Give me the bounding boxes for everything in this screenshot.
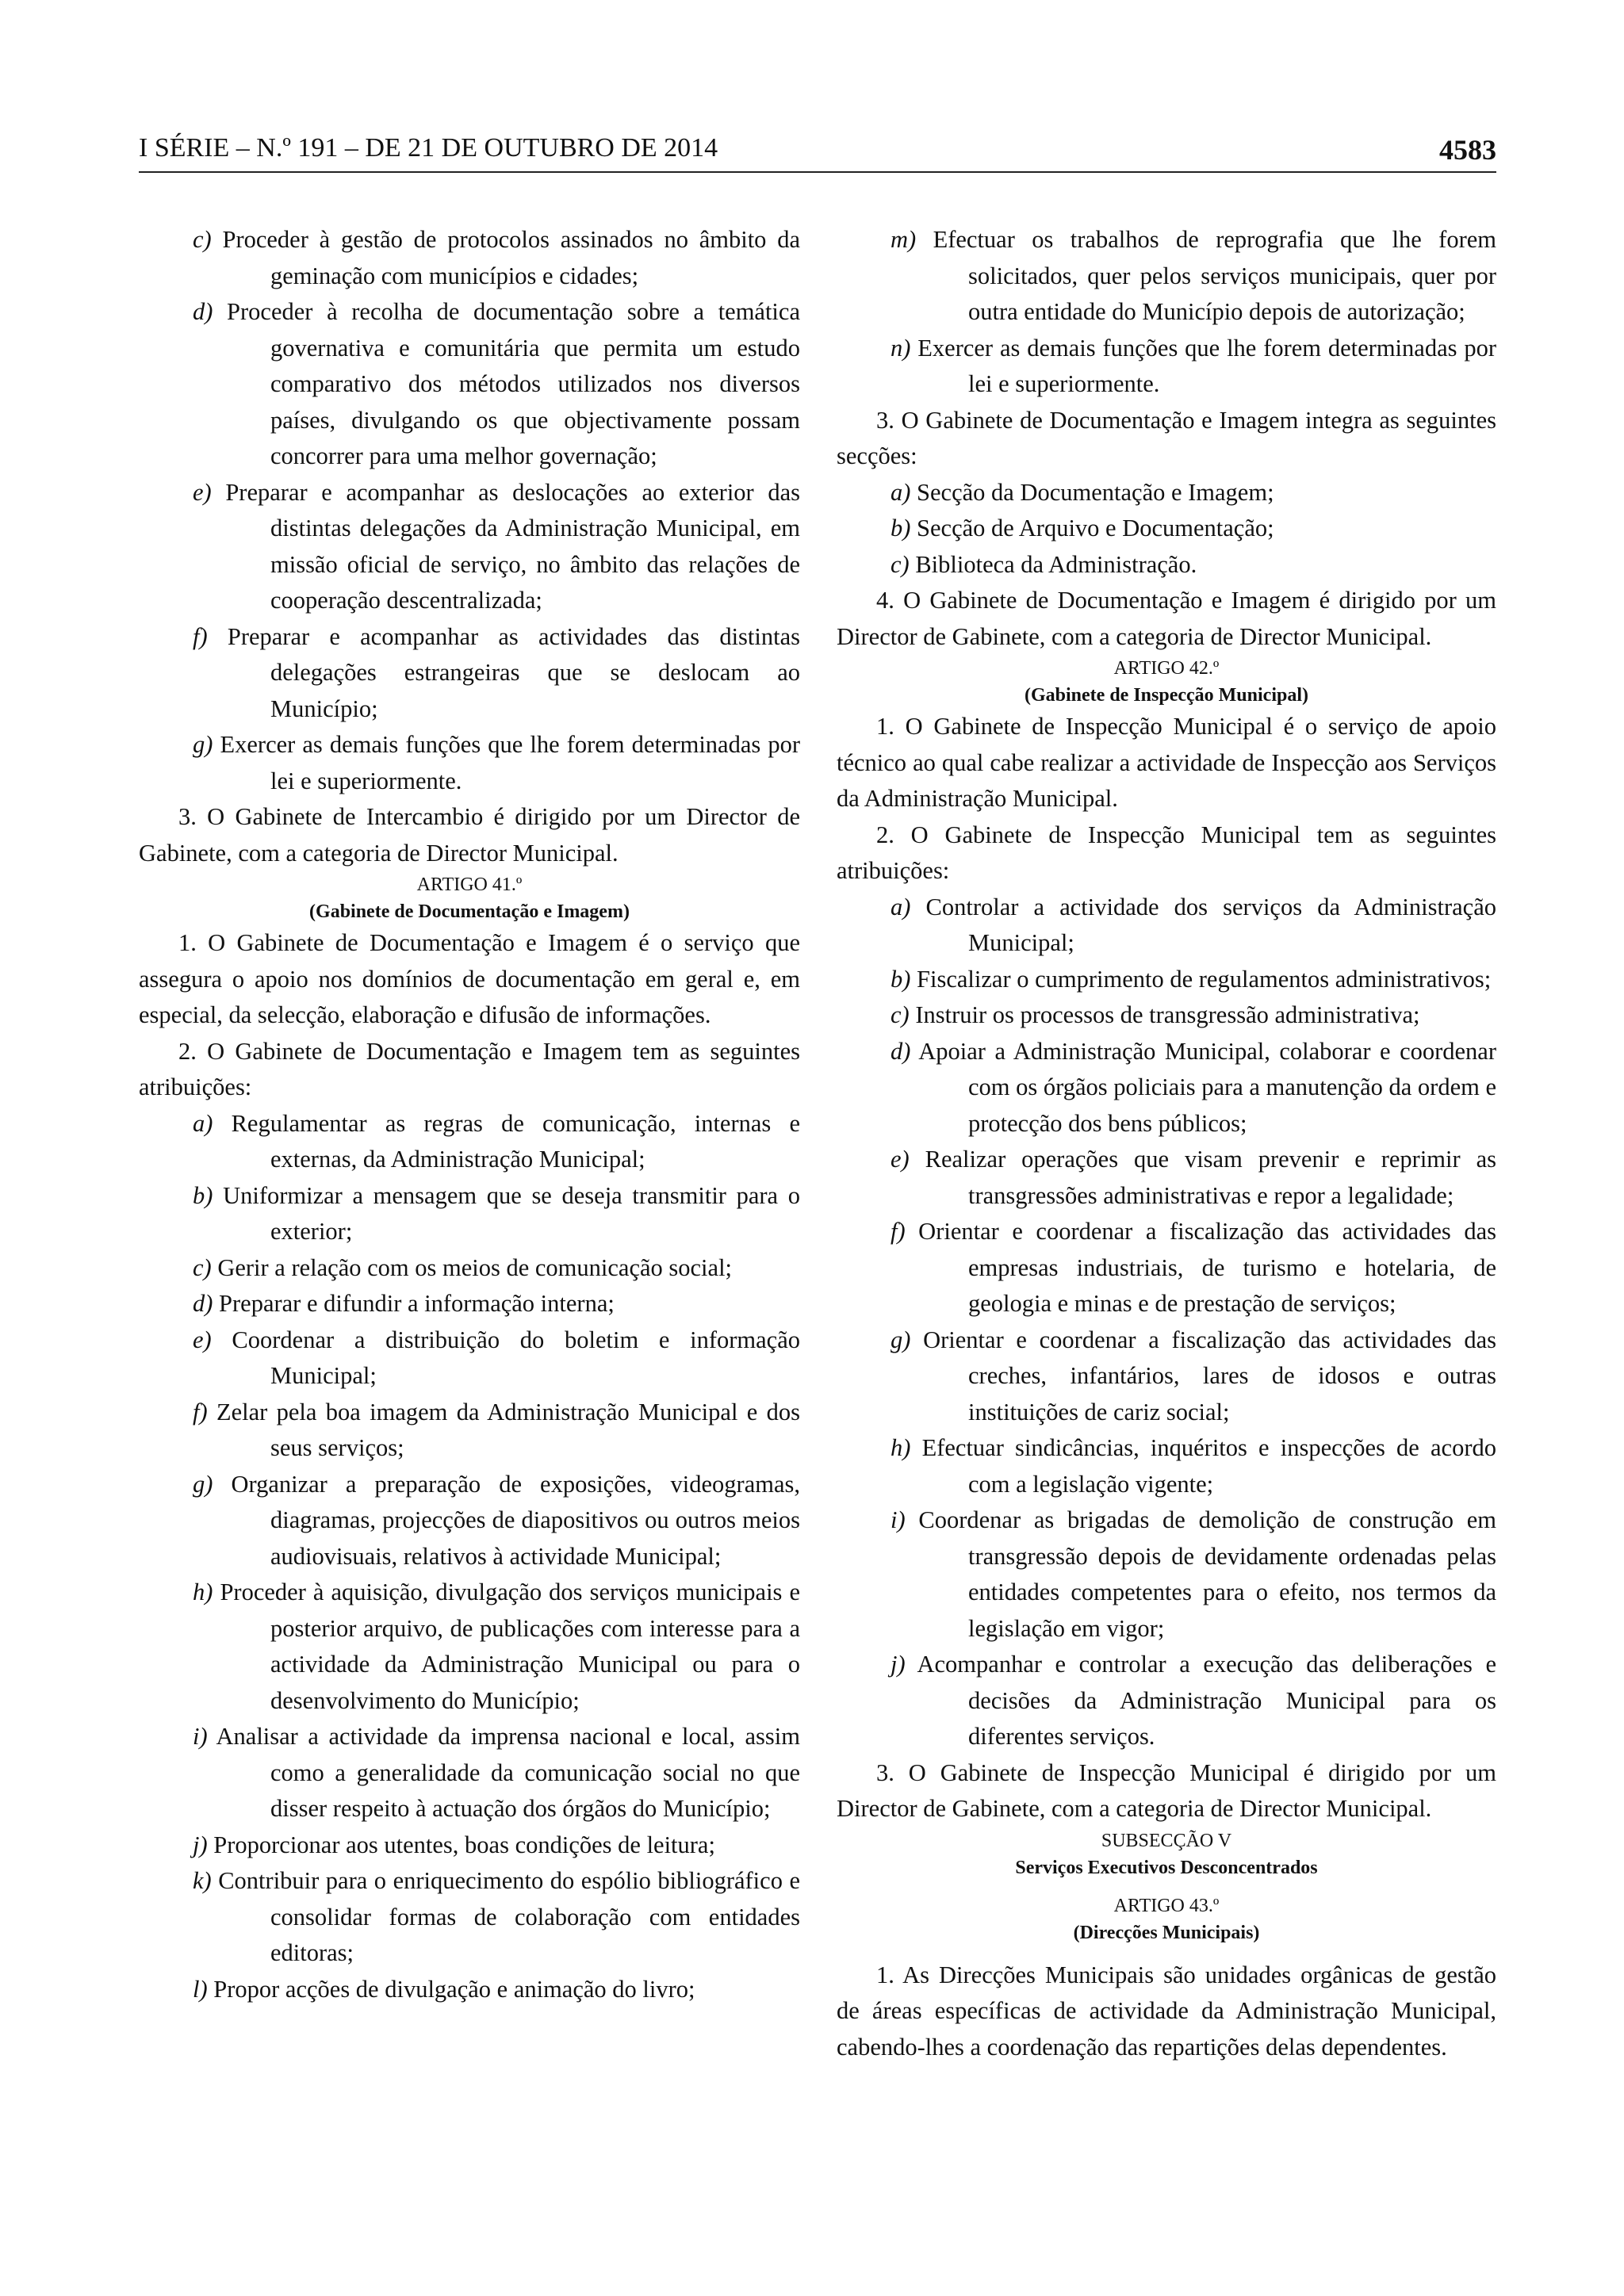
list-marker: j) xyxy=(891,1651,906,1678)
list-text: Efectuar os trabalhos de reprografia que lhe forem solicitados, quer pelos serviços municipais, quer por outra entidade do Município depois de autorização; xyxy=(916,226,1496,325)
list-text: Secção da Documentação e Imagem; xyxy=(910,478,1274,506)
spacer xyxy=(837,1881,1496,1892)
article-heading: ARTIGO 41.º xyxy=(416,874,523,895)
list-item xyxy=(837,1214,1496,1322)
page-number: 4583 xyxy=(1439,134,1496,166)
list-marker: e) xyxy=(891,1146,910,1173)
list-item xyxy=(139,475,800,619)
list-item xyxy=(139,222,800,294)
list-marker: e) xyxy=(193,1326,212,1353)
list-marker: j) xyxy=(193,1831,208,1858)
list-text: Realizar operações que visam prevenir e reprimir as transgressões administrativas e repor a legalidade; xyxy=(909,1146,1496,1209)
list-text: Gerir a relação com os meios de comunicação social; xyxy=(211,1253,733,1281)
list-item xyxy=(139,294,800,475)
list-marker: c) xyxy=(891,1001,910,1028)
list-item xyxy=(837,547,1496,584)
list-item xyxy=(139,1972,800,2008)
list-marker: g) xyxy=(193,731,213,758)
article-subtitle: (Gabinete de Inspecção Municipal) xyxy=(1025,685,1308,706)
list-item xyxy=(139,1395,800,1467)
list-text: Propor acções de divulgação e animação do livro; xyxy=(207,1975,695,2003)
list-text: Orientar e coordenar a fiscalização das actividades das empresas industriais, de turismo e hotelaria, de geologia e minas e de prestação de serviços; xyxy=(905,1218,1496,1317)
article-subtitle: (Gabinete de Documentação e Imagem) xyxy=(309,901,630,922)
list-item xyxy=(139,1863,800,1972)
list-item xyxy=(837,1034,1496,1142)
list-text: Exercer as demais funções que lhe forem determinadas por lei e superiormente. xyxy=(910,334,1496,397)
list-marker: n) xyxy=(891,334,911,362)
list-text: Acompanhar e controlar a execução das deliberações e decisões da Administração Municipal para os diferentes serviços. xyxy=(905,1651,1496,1750)
list-text: Coordenar a distribuição do boletim e informação Municipal; xyxy=(211,1326,800,1389)
list-marker: b) xyxy=(891,515,911,541)
series-title: I SÉRIE – N.º 191 – DE 21 DE OUTUBRO DE 2014 xyxy=(139,133,718,163)
list-text: Preparar e acompanhar as actividades das distintas delegações estrangeiras que se deslocam ao Município; xyxy=(207,622,800,722)
list-text: Zelar pela boa imagem da Administração Municipal e dos seus serviços; xyxy=(207,1398,800,1461)
list-text: Regulamentar as regras de comunicação, internas e externas, da Administração Municipal; xyxy=(213,1109,800,1173)
list-marker: i) xyxy=(193,1723,208,1750)
paragraph: 2. O Gabinete de Inspecção Municipal tem as seguintes atribuições: xyxy=(837,821,1496,884)
list-item xyxy=(139,619,800,728)
list-marker: h) xyxy=(891,1434,911,1461)
left-column xyxy=(139,222,800,2007)
list-marker: a) xyxy=(891,478,911,506)
list-marker: d) xyxy=(193,298,213,325)
list-marker: h) xyxy=(193,1578,213,1605)
list-item xyxy=(837,222,1496,331)
list-text: Proporcionar aos utentes, boas condições de leitura; xyxy=(207,1831,715,1858)
list-text: Preparar e acompanhar as deslocações ao exterior das distintas delegações da Administração Municipal, em missão oficial de serviço, no âmbito das relações de cooperação descentralizada; xyxy=(211,478,800,614)
list-item xyxy=(139,1178,800,1250)
list-item xyxy=(139,727,800,799)
article-heading: ARTIGO 43.º xyxy=(1113,1895,1220,1916)
list-text: Secção de Arquivo e Documentação; xyxy=(910,515,1274,541)
list-marker: a) xyxy=(891,893,911,920)
list-marker: c) xyxy=(891,550,910,578)
list-marker: f) xyxy=(193,622,208,650)
list-item xyxy=(837,962,1496,998)
list-marker: c) xyxy=(193,1253,212,1281)
list-item xyxy=(837,1502,1496,1647)
list-marker: d) xyxy=(891,1037,911,1065)
list-text: Preparar e difundir a informação interna; xyxy=(213,1290,615,1317)
list-item xyxy=(139,1322,800,1395)
list-item xyxy=(139,1250,800,1287)
article-subtitle: (Direcções Municipais) xyxy=(1073,1922,1260,1943)
list-item xyxy=(139,1575,800,1719)
list-text: Uniformizar a mensagem que se deseja transmitir para o exterior; xyxy=(213,1181,800,1245)
list-item xyxy=(837,1142,1496,1214)
list-item xyxy=(837,890,1496,962)
list-marker: b) xyxy=(193,1181,213,1209)
paragraph: 3. O Gabinete de Inspecção Municipal é dirigido por um Director de Gabinete, com a categoria de Director Municipal. xyxy=(837,1758,1496,1822)
list-item xyxy=(837,1647,1496,1755)
article-heading: SUBSECÇÃO V xyxy=(1101,1830,1232,1851)
page-header xyxy=(139,133,1496,174)
list-marker: f) xyxy=(193,1398,208,1425)
list-marker: f) xyxy=(891,1218,906,1245)
list-item xyxy=(139,1467,800,1575)
header-rule xyxy=(139,171,1496,173)
paragraph: 3. O Gabinete de Documentação e Imagem integra as seguintes secções: xyxy=(837,406,1496,469)
list-marker: e) xyxy=(193,478,212,506)
list-text: Orientar e coordenar a fiscalização das actividades das creches, infantários, lares de idosos e outras instituições de cariz social; xyxy=(910,1326,1496,1425)
list-marker: l) xyxy=(193,1975,208,2003)
list-item xyxy=(139,1286,800,1322)
list-text: Analisar a actividade da imprensa nacional e local, assim como a generalidade da comunicação social no que disser respeito à actuação dos órgãos do Município; xyxy=(207,1723,800,1822)
list-text: Efectuar sindicâncias, inquéritos e inspecções de acordo com a legislação vigente; xyxy=(910,1434,1496,1498)
list-item xyxy=(837,997,1496,1034)
list-item xyxy=(139,1106,800,1178)
paragraph: 1. O Gabinete de Inspecção Municipal é o serviço de apoio técnico ao qual cabe realizar a actividade de Inspecção aos Serviços da Administração Municipal. xyxy=(837,713,1496,812)
list-text: Biblioteca da Administração. xyxy=(909,550,1197,578)
list-item xyxy=(837,1430,1496,1502)
list-item xyxy=(139,1719,800,1827)
article-heading: ARTIGO 42.º xyxy=(1113,658,1220,679)
list-item xyxy=(139,1827,800,1864)
list-item xyxy=(837,475,1496,511)
paragraph: 4. O Gabinete de Documentação e Imagem é dirigido por um Director de Gabinete, com a categoria de Director Municipal. xyxy=(837,587,1496,650)
list-marker: c) xyxy=(193,226,212,253)
list-item xyxy=(837,1322,1496,1431)
list-marker: m) xyxy=(891,226,917,253)
list-text: Fiscalizar o cumprimento de regulamentos administrativos; xyxy=(910,965,1492,993)
list-item xyxy=(837,511,1496,547)
list-text: Proceder à recolha de documentação sobre a temática governativa e comunitária que permita um estudo comparativo dos métodos utilizados nos diversos países, divulgando os que objectivamente possam concorrer para uma melhor governação; xyxy=(213,298,800,469)
list-text: Proceder à aquisição, divulgação dos serviços municipais e posterior arquivo, de publicações com interesse para a actividade da Administração Municipal ou para o desenvolvimento do Município; xyxy=(213,1578,800,1714)
list-marker: i) xyxy=(891,1506,906,1533)
list-item xyxy=(837,331,1496,403)
list-marker: g) xyxy=(193,1470,213,1498)
list-marker: a) xyxy=(193,1109,213,1137)
list-text: Proceder à gestão de protocolos assinados no âmbito da geminação com municípios e cidades; xyxy=(211,226,800,289)
list-text: Apoiar a Administração Municipal, colaborar e coordenar com os órgãos policiais para a manutenção da ordem e protecção dos bens públicos; xyxy=(910,1037,1496,1137)
paragraph: 1. As Direcções Municipais são unidades orgânicas de gestão de áreas específicas de actividade da Administração Municipal, cabendo-lhes a coordenação das repartições delas dependentes. xyxy=(837,1961,1496,2061)
list-text: Instruir os processos de transgressão administrativa; xyxy=(909,1001,1420,1028)
list-text: Controlar a actividade dos serviços da Administração Municipal; xyxy=(910,893,1496,956)
paragraph: 1. O Gabinete de Documentação e Imagem é o serviço que assegura o apoio nos domínios de documentação em geral e, em especial, da selecção, elaboração e difusão de informações. xyxy=(139,929,800,1028)
list-marker: d) xyxy=(193,1290,213,1317)
paragraph: 3. O Gabinete de Intercambio é dirigido por um Director de Gabinete, com a categoria de Director Municipal. xyxy=(139,803,800,867)
list-marker: b) xyxy=(891,965,911,993)
list-marker: g) xyxy=(891,1326,911,1353)
article-subtitle: Serviços Executivos Desconcentrados xyxy=(1015,1857,1318,1878)
list-text: Organizar a preparação de exposições, videogramas, diagramas, projecções de diapositivos ou outros meios audiovisuais, relativos à actividade Municipal; xyxy=(213,1470,800,1570)
list-text: Exercer as demais funções que lhe forem determinadas por lei e superiormente. xyxy=(213,731,800,794)
paragraph: 2. O Gabinete de Documentação e Imagem tem as seguintes atribuições: xyxy=(139,1037,800,1100)
list-text: Contribuir para o enriquecimento do espólio bibliográfico e consolidar formas de colaboração com entidades editoras; xyxy=(211,1867,800,1966)
right-column xyxy=(837,222,1496,2065)
list-marker: k) xyxy=(193,1867,212,1894)
spacer xyxy=(837,1946,1496,1957)
list-text: Coordenar as brigadas de demolição de construção em transgressão depois de devidamente ordenadas pelas entidades competentes para o efeito, nos termos da legislação em vigor; xyxy=(905,1506,1496,1642)
